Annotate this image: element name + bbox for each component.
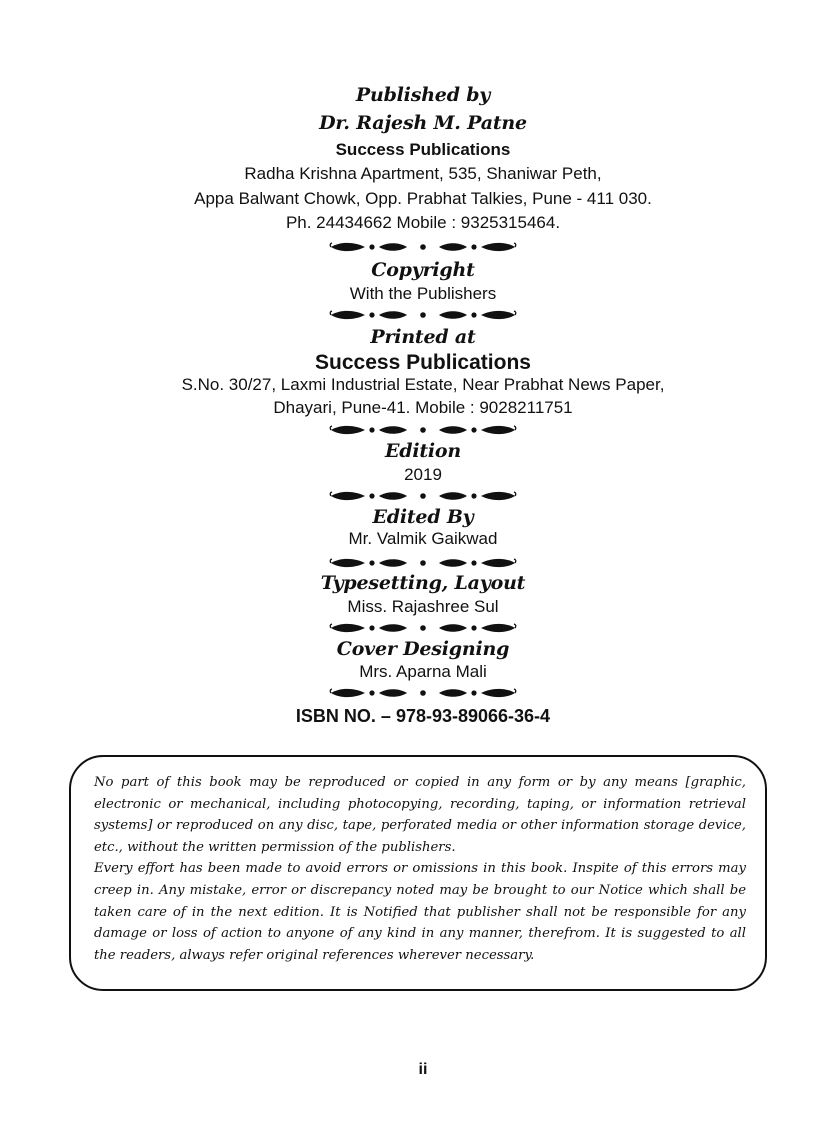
edition-value: 2019 [404, 465, 442, 484]
notice-paragraph-reproduction: No part of this book may be reproduced or copied in any form or by any means [graphic, electronic or mechanical, including photocopying, recording, taping, or information retrieval systems] or reproduced on any disc, tape, perforated media or other information storage device, etc., without the written permission of the publishers. [94, 775, 746, 855]
published-by-heading: Published by [355, 84, 491, 106]
page-number: ii [418, 1061, 428, 1078]
printer-address-line2: Dhayari, Pune-41. Mobile : 9028211751 [273, 398, 573, 417]
ornament-divider-1 [329, 240, 517, 254]
printer-company: Success Publications [315, 351, 531, 374]
publisher-company: Success Publications [335, 140, 511, 159]
edited-by-heading: Edited By [372, 506, 474, 528]
copyright-heading: Copyright [371, 259, 475, 281]
ornament-divider-3 [329, 423, 517, 437]
copyright-notice [94, 772, 746, 966]
ornament-divider-4 [329, 489, 517, 503]
printer-address-line1: S.No. 30/27, Laxmi Industrial Estate, Near Prabhat News Paper, [181, 375, 665, 394]
cover-designer-name: Mrs. Aparna Mali [359, 662, 487, 681]
ornament-divider-6 [329, 621, 517, 635]
printed-at-heading: Printed at [370, 326, 476, 348]
typesetting-heading: Typesetting, Layout [320, 572, 526, 594]
ornament-divider-5 [329, 556, 517, 570]
publisher-address-line2: Appa Balwant Chowk, Opp. Prabhat Talkies, Pune - 411 030. [194, 189, 652, 208]
ornament-divider-7 [329, 686, 517, 700]
editor-name: Mr. Valmik Gaikwad [348, 529, 498, 548]
edition-heading: Edition [384, 440, 462, 462]
publisher-phone: Ph. 24434662 Mobile : 9325315464. [285, 213, 561, 232]
isbn-number: ISBN NO. – 978-93-89066-36-4 [295, 706, 551, 726]
cover-designing-heading: Cover Designing [336, 638, 510, 660]
typesetter-name: Miss. Rajashree Sul [347, 597, 499, 616]
copyright-value: With the Publishers [349, 284, 497, 303]
notice-paragraph-errors: Every effort has been made to avoid errors or omissions in this book. Inspite of this errors may creep in. Any mistake, error or discrepancy noted may be brought to our Notice which shall be taken care of in the next edition. It is Notified that publisher shall not be responsible for any damage or loss of action to anyone of any kind in any manner, therefrom. It is suggested to all the readers, always refer original references wherever necessary. [94, 861, 746, 963]
publisher-address-line1: Radha Krishna Apartment, 535, Shaniwar Peth, [244, 164, 602, 183]
publisher-name: Dr. Rajesh M. Patne [319, 112, 527, 134]
ornament-divider-2 [329, 308, 517, 322]
